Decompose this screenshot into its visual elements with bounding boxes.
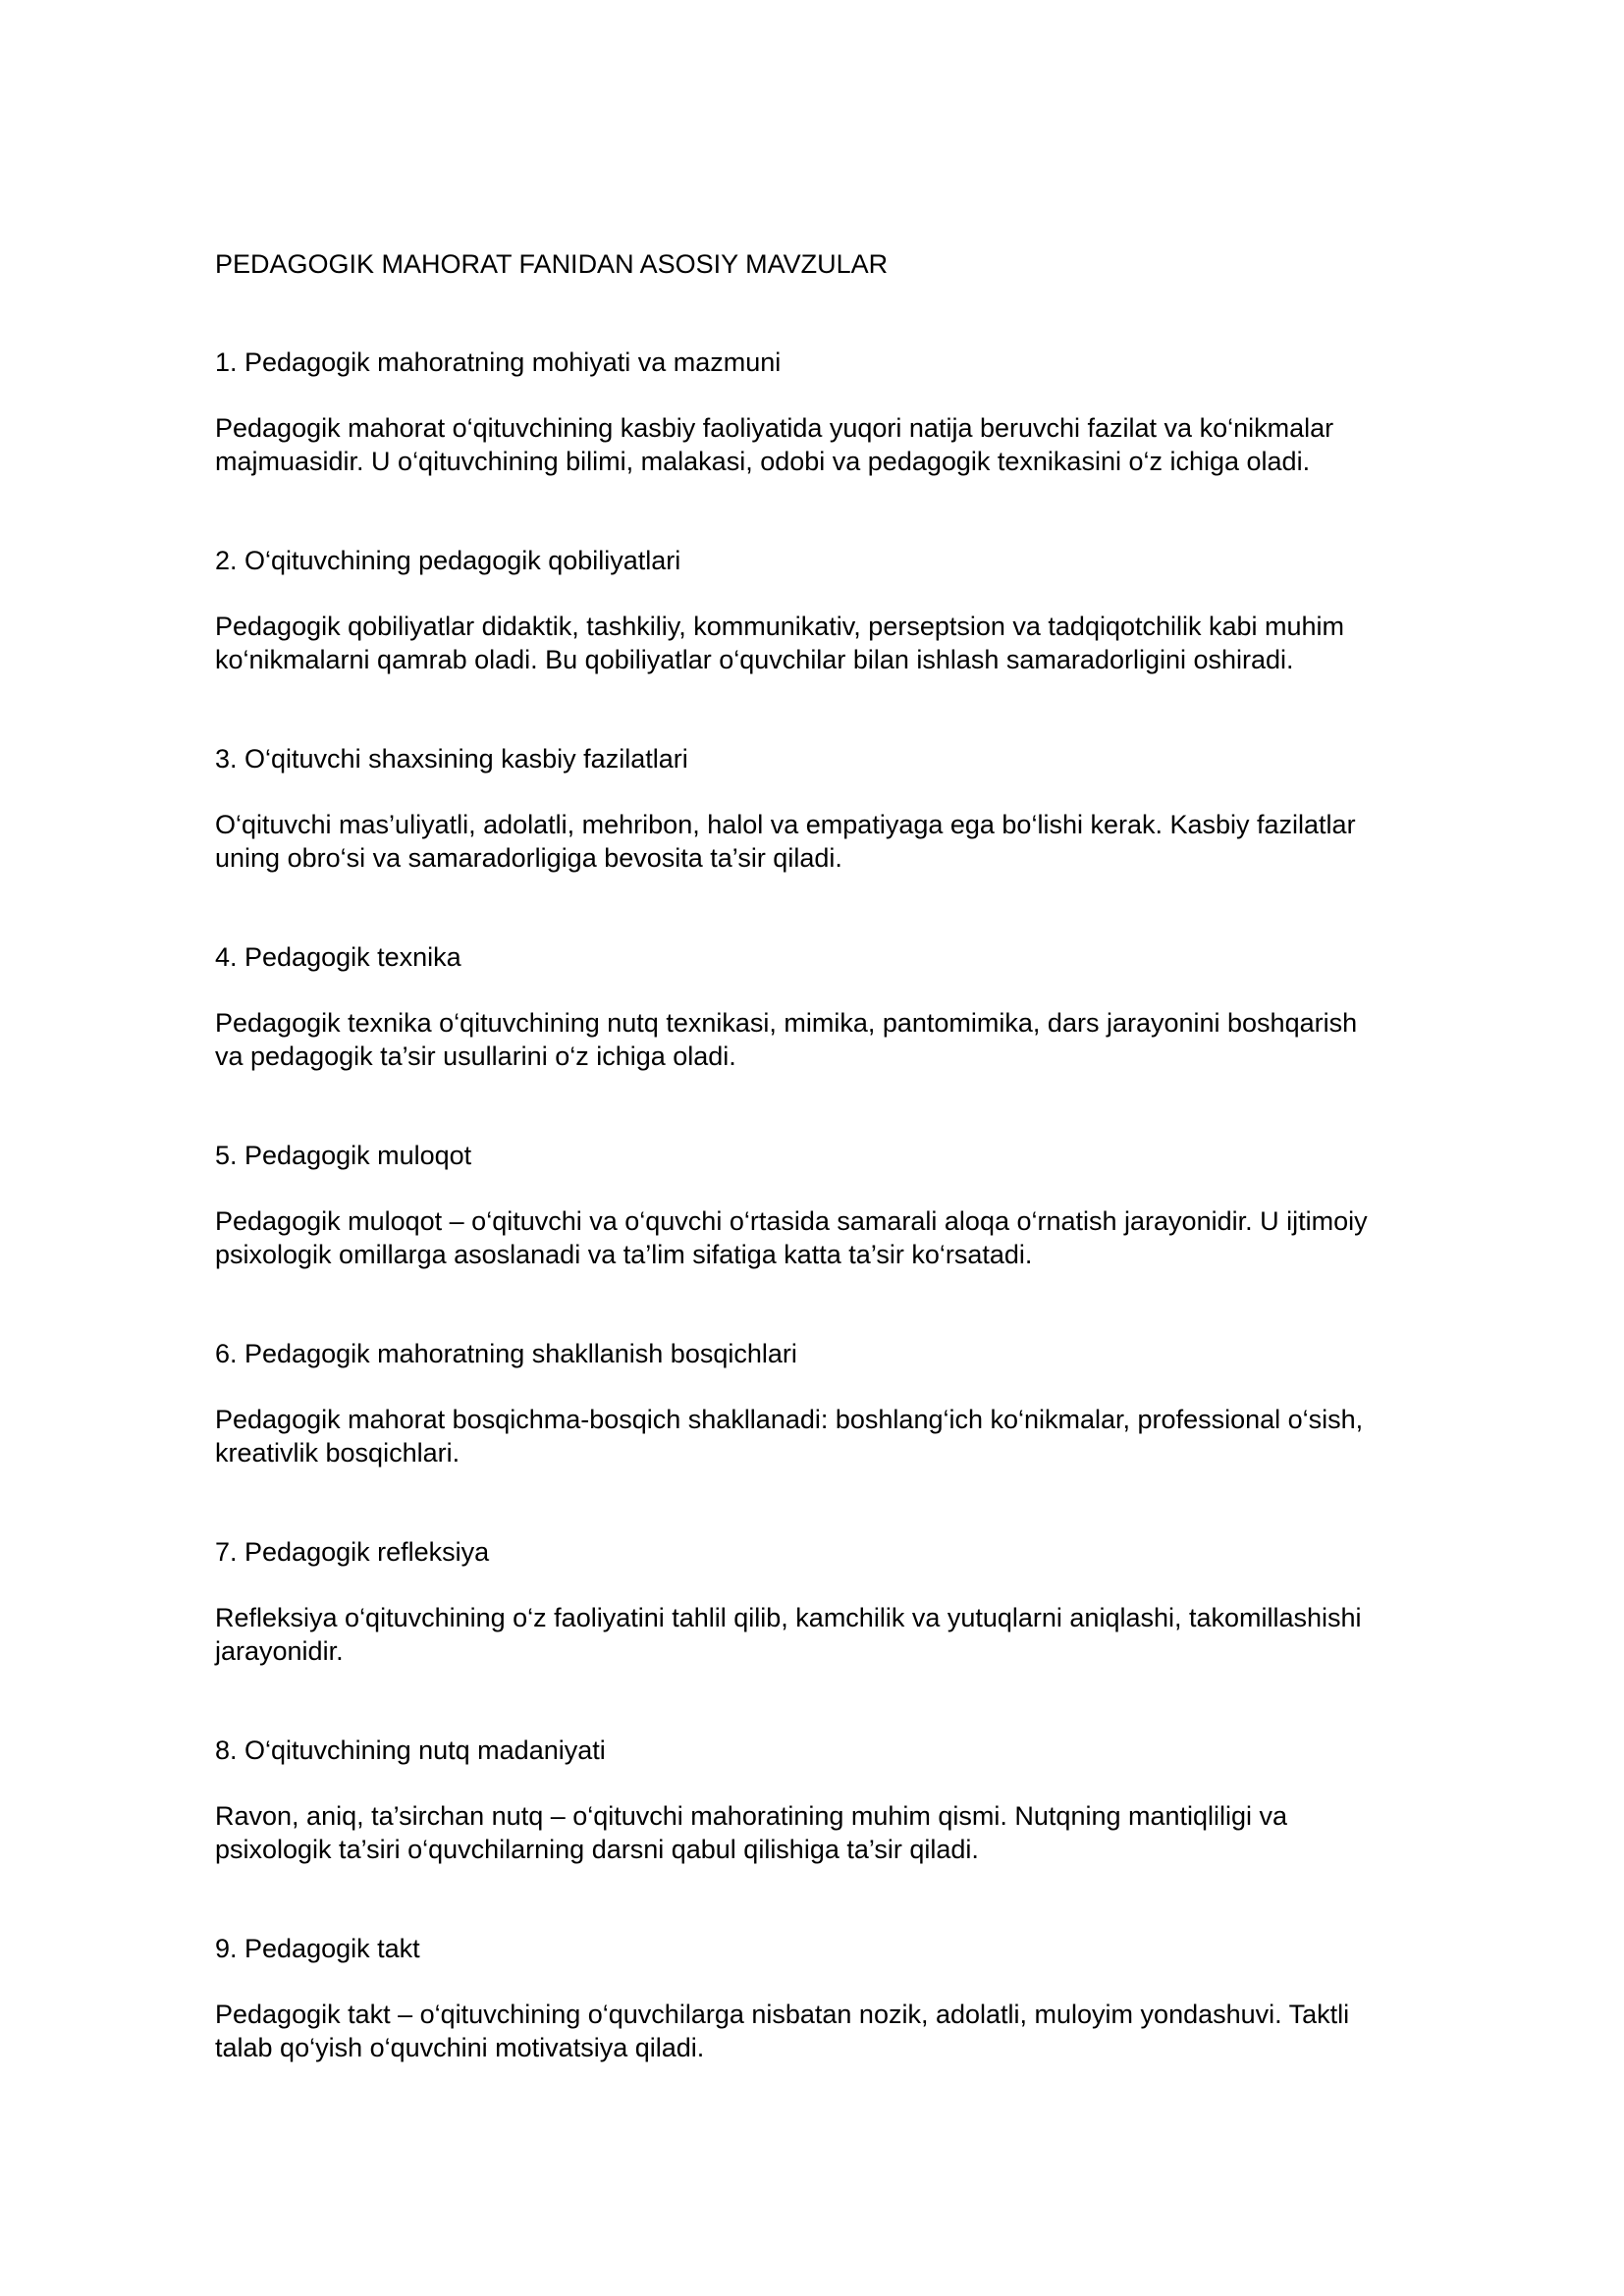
section-body xyxy=(215,1998,1433,2064)
section-body xyxy=(215,1006,1433,1073)
section-body xyxy=(215,610,1433,676)
section-9 xyxy=(215,1932,1433,2064)
section-heading: 1. Pedagogik mahoratning mohiyati va mazmuni xyxy=(215,347,782,377)
section-7 xyxy=(215,1535,1433,1668)
section-heading: 5. Pedagogik muloqot xyxy=(215,1141,472,1170)
section-body xyxy=(215,1403,1433,1469)
body-line: kreativlik bosqichlari. xyxy=(215,1438,460,1468)
body-line: Pedagogik mahorat bosqichma-bosqich shakllanadi: boshlang‘ich ko‘nikmalar, professional o‘sish, xyxy=(215,1405,1364,1434)
section-1 xyxy=(215,346,1433,478)
section-heading: 9. Pedagogik takt xyxy=(215,1934,420,1963)
section-2 xyxy=(215,544,1433,676)
body-line: va pedagogik ta’sir usullarini o‘z ichiga oladi. xyxy=(215,1041,736,1071)
body-line: Pedagogik mahorat o‘qituvchining kasbiy faoliyatida yuqori natija beruvchi fazilat va ko‘nikmalar xyxy=(215,413,1334,443)
body-line: Pedagogik texnika o‘qituvchining nutq texnikasi, mimika, pantomimika, dars jarayonini boshqarish xyxy=(215,1008,1358,1038)
body-line: Pedagogik qobiliyatlar didaktik, tashkiliy, kommunikativ, perseptsion va tadqiqotchilik kabi muhim xyxy=(215,612,1345,641)
section-body xyxy=(215,808,1433,875)
section-5 xyxy=(215,1139,1433,1271)
section-6 xyxy=(215,1337,1433,1469)
section-8 xyxy=(215,1734,1433,1866)
section-heading: 6. Pedagogik mahoratning shakllanish bosqichlari xyxy=(215,1339,797,1368)
section-4 xyxy=(215,940,1433,1073)
body-line: psixologik omillarga asoslanadi va ta’lim sifatiga katta ta’sir ko‘rsatadi. xyxy=(215,1240,1033,1269)
section-body xyxy=(215,1799,1433,1866)
document-title: PEDAGOGIK MAHORAT FANIDAN ASOSIY MAVZULAR xyxy=(215,249,889,279)
section-3 xyxy=(215,742,1433,875)
section-heading: 4. Pedagogik texnika xyxy=(215,942,461,972)
body-line: ko‘nikmalarni qamrab oladi. Bu qobiliyatlar o‘quvchilar bilan ishlash samaradorligini oshiradi. xyxy=(215,645,1294,674)
body-line: jarayonidir. xyxy=(215,1636,344,1666)
body-line: psixologik ta’siri o‘quvchilarning darsni qabul qilishiga ta’sir qiladi. xyxy=(215,1835,979,1864)
body-line: uning obro‘si va samaradorligiga bevosita ta’sir qiladi. xyxy=(215,843,842,873)
body-line: Refleksiya o‘qituvchining o‘z faoliyatini tahlil qilib, kamchilik va yutuqlarni aniqlashi, takomillashishi xyxy=(215,1603,1362,1632)
body-line: talab qo‘yish o‘quvchini motivatsiya qiladi. xyxy=(215,2033,705,2062)
section-body xyxy=(215,411,1433,478)
section-heading: 2. O‘qituvchining pedagogik qobiliyatlari xyxy=(215,546,681,575)
body-line: Pedagogik muloqot – o‘qituvchi va o‘quvchi o‘rtasida samarali aloqa o‘rnatish jarayonidir. U ijtimoiy xyxy=(215,1206,1368,1236)
section-heading: 3. O‘qituvchi shaxsining kasbiy fazilatlari xyxy=(215,744,688,774)
section-heading: 7. Pedagogik refleksiya xyxy=(215,1537,490,1567)
body-line: O‘qituvchi mas’uliyatli, adolatli, mehribon, halol va empatiyaga ega bo‘lishi kerak. Kasbiy fazilatlar xyxy=(215,810,1356,839)
section-body xyxy=(215,1204,1433,1271)
section-heading: 8. O‘qituvchining nutq madaniyati xyxy=(215,1735,606,1765)
section-body xyxy=(215,1601,1433,1668)
body-line: Pedagogik takt – o‘qituvchining o‘quvchilarga nisbatan nozik, adolatli, muloyim yondashuvi. Taktli xyxy=(215,2000,1350,2029)
body-line: majmuasidir. U o‘qituvchining bilimi, malakasi, odobi va pedagogik texnikasini o‘z ichiga oladi. xyxy=(215,447,1311,476)
body-line: Ravon, aniq, ta’sirchan nutq – o‘qituvchi mahoratining muhim qismi. Nutqning mantiqliligi va xyxy=(215,1801,1288,1831)
